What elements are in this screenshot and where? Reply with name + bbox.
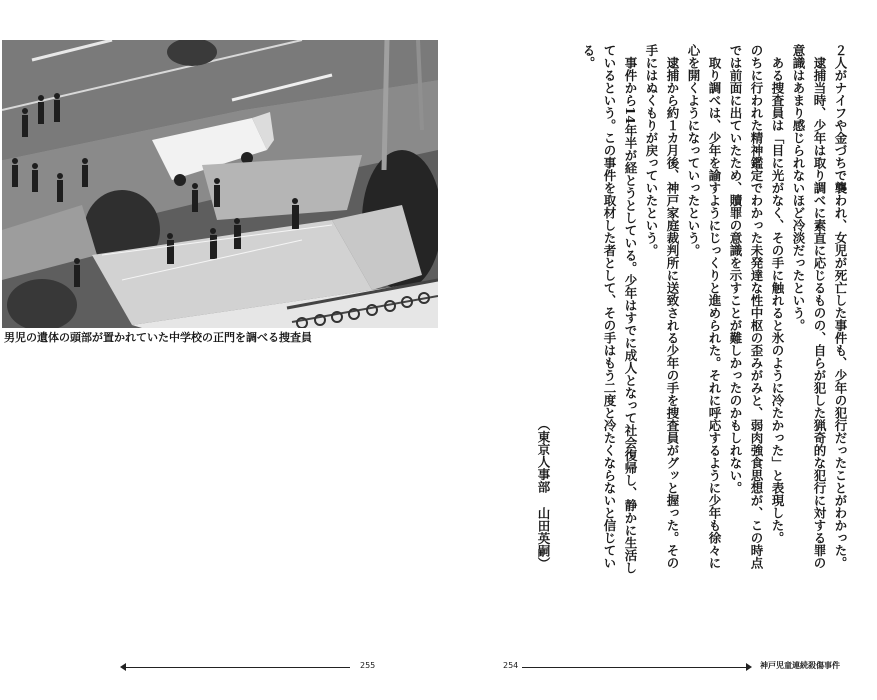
paragraph: る。: [581, 44, 596, 69]
photo-caption: 男児の遺体の頭部が置かれていた中学校の正門を調べる捜査員: [4, 331, 312, 344]
page-number-right: 254: [503, 661, 519, 670]
author-credit: [534, 418, 552, 618]
crime-scene-photo-drawing: [2, 40, 438, 328]
paragraph: 取り調べは、少年を諭すようにじっくりと進められた。それに呼応するように少年も徐々に: [707, 44, 722, 569]
footer-rule-left: [124, 667, 350, 668]
paragraph: ある捜査員は「目に光がなく、その手に触れると氷のように冷たかった」と表現した。: [770, 44, 785, 544]
paragraph: のちに行われた精神鑑定でわかった未発達な性中枢の歪みがみと、弱肉強食思想が、この時点: [749, 44, 764, 569]
paragraph: 事件から14年半が経とうとしている。少年はすでに成人となって社会復帰し、静かに生活し: [623, 44, 638, 574]
paragraph: ているという。この事件を取材した者として、その手はもう二度と冷たくならないと信じてい: [602, 44, 617, 569]
paragraph: 逮捕から約１カ月後、神戸家庭裁判所に送致される少年の手を捜査員がグッと握った。その: [665, 44, 680, 569]
paragraph: 手にはぬくもりが戻っていたという。: [644, 44, 659, 257]
author-name: 山田英嗣）: [536, 507, 551, 570]
author-org: （東京人事部: [536, 418, 551, 493]
right-arrow-icon: [746, 663, 752, 671]
paragraph: 意識はあまり感じられないほど冷淡だったという。: [791, 44, 806, 332]
crime-scene-photo: [2, 40, 438, 328]
paragraph: ２人がナイフや金づちで襲われ、女児が死亡した事件も、少年の犯行だったことがわかった。: [833, 44, 848, 569]
page-number-left: 255: [360, 661, 376, 670]
paragraph: では前面に出ていたため、贖罪の意識を示すことが難しかったのかもしれない。: [728, 44, 743, 494]
footer-rule-right: [522, 667, 748, 668]
article-body: [578, 44, 851, 630]
paragraph: 逮捕当時、少年は取り調べに素直に応じるものの、自らが犯した猟奇的な犯行に対する罪の: [812, 44, 827, 569]
paragraph: 心を開くようになっていったという。: [686, 44, 701, 257]
running-header: 神戸児童連続殺傷事件: [760, 661, 840, 670]
